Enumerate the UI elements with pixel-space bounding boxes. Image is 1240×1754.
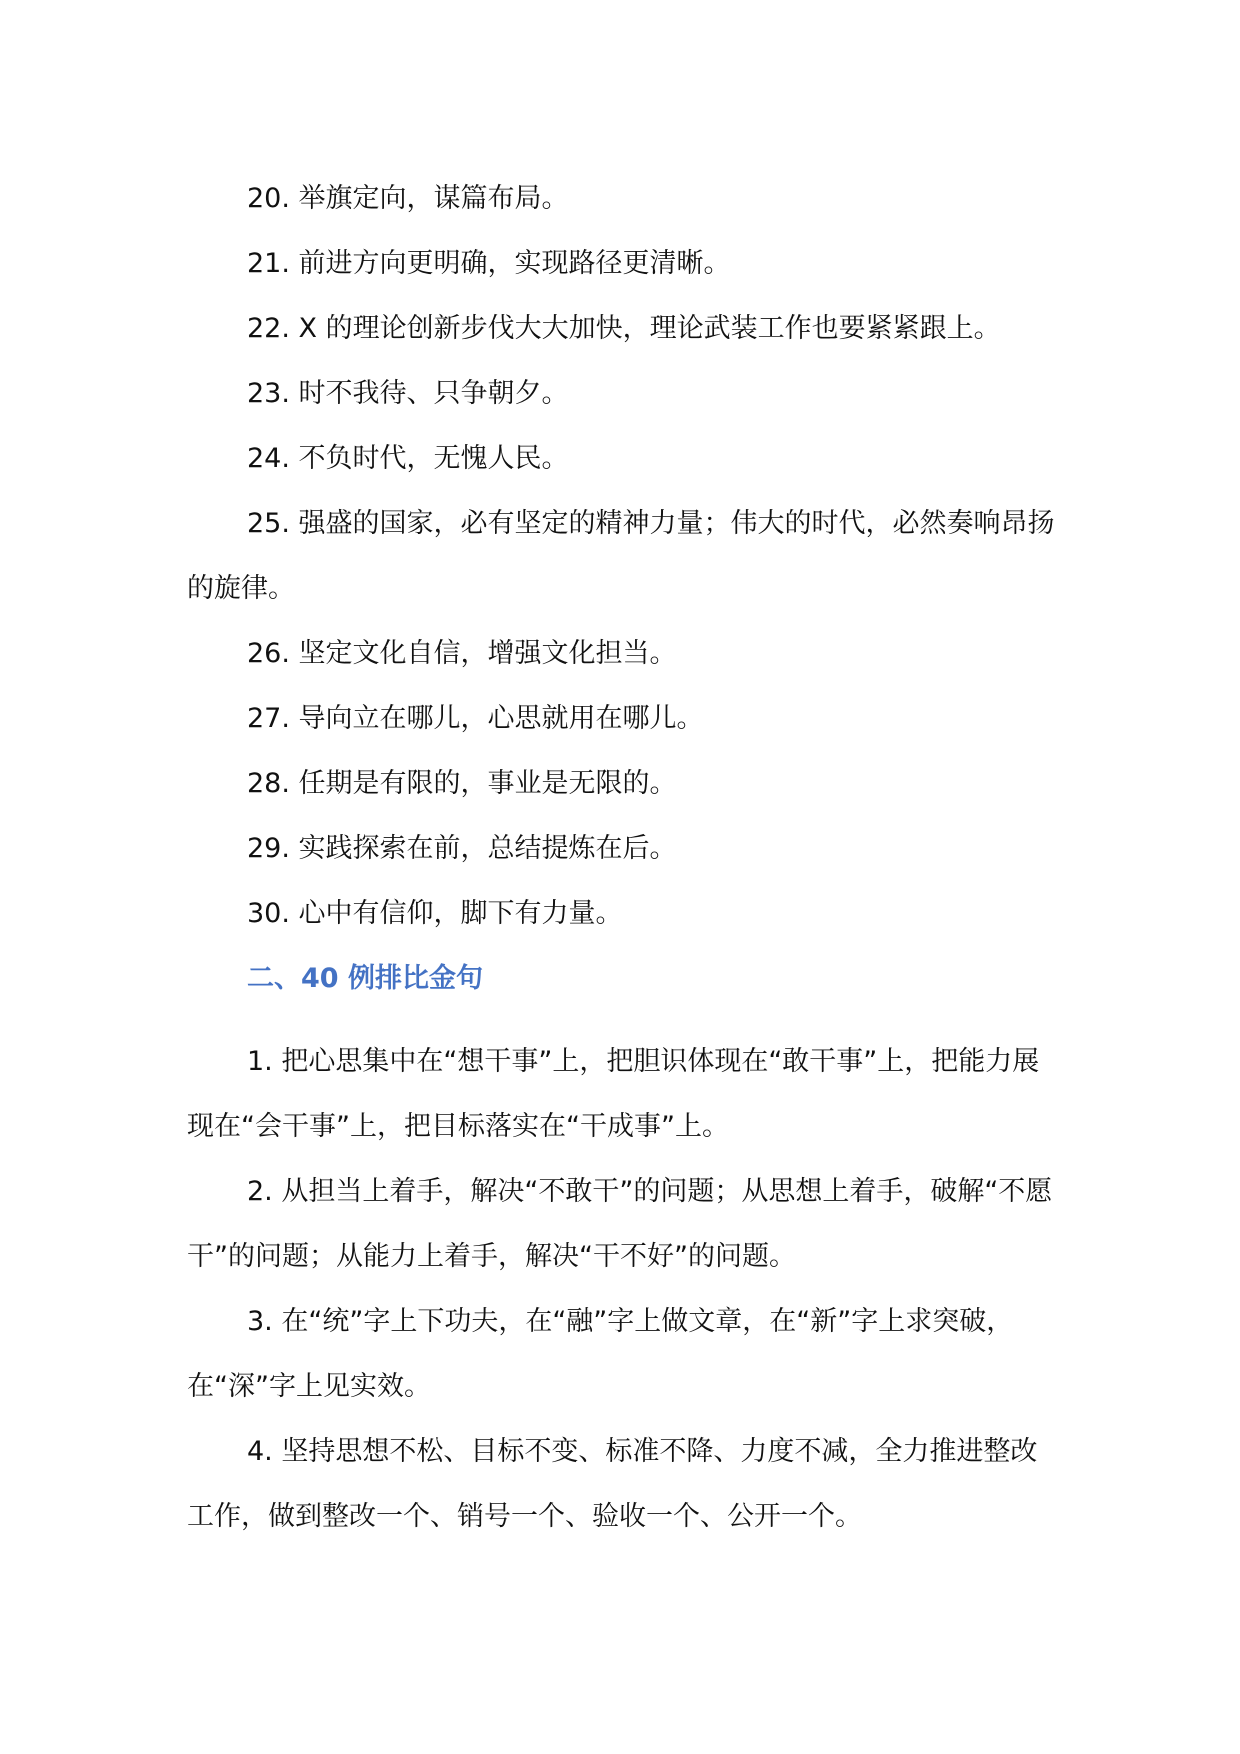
- list-item: 27. 导向立在哪儿，心思就用在哪儿。: [247, 703, 704, 734]
- list-item: 28. 任期是有限的，事业是无限的。: [247, 768, 677, 799]
- list-item: 26. 坚定文化自信，增强文化担当。: [247, 638, 677, 669]
- document-body: [187, 166, 1057, 1549]
- list-item: 25. 强盛的国家，必有坚定的精神力量；伟大的时代，必然奏响昂扬的旋律。: [187, 508, 1055, 604]
- list-item: 1. 把心思集中在“想干事”上，把胆识体现在“敢干事”上，把能力展现在“会干事”上，把目标落实在“干成事”上。: [187, 1046, 1040, 1142]
- list-item: 21. 前进方向更明确，实现路径更清晰。: [247, 248, 731, 279]
- list-item: 3. 在“统”字上下功夫，在“融”字上做文章，在“新”字上求突破，在“深”字上见实效。: [187, 1306, 1014, 1402]
- list-item: 4. 坚持思想不松、目标不变、标准不降、力度不减，全力推进整改工作，做到整改一个、销号一个、验收一个、公开一个。: [187, 1436, 1038, 1532]
- list-item: 2. 从担当上着手，解决“不敢干”的问题；从思想上着手，破解“不愿干”的问题；从能力上着手，解决“干不好”的问题。: [187, 1176, 1053, 1272]
- list-item: 29. 实践探索在前，总结提炼在后。: [247, 833, 677, 864]
- list-item: 22. X 的理论创新步伐大大加快，理论武装工作也要紧紧跟上。: [247, 313, 1001, 344]
- list-item: 30. 心中有信仰，脚下有力量。: [247, 898, 623, 929]
- list-item: 24. 不负时代，无愧人民。: [247, 443, 569, 474]
- list-item: 23. 时不我待、只争朝夕。: [247, 378, 569, 409]
- section-heading: 二、40 例排比金句: [247, 963, 483, 994]
- list-item: 20. 举旗定向，谋篇布局。: [247, 183, 569, 214]
